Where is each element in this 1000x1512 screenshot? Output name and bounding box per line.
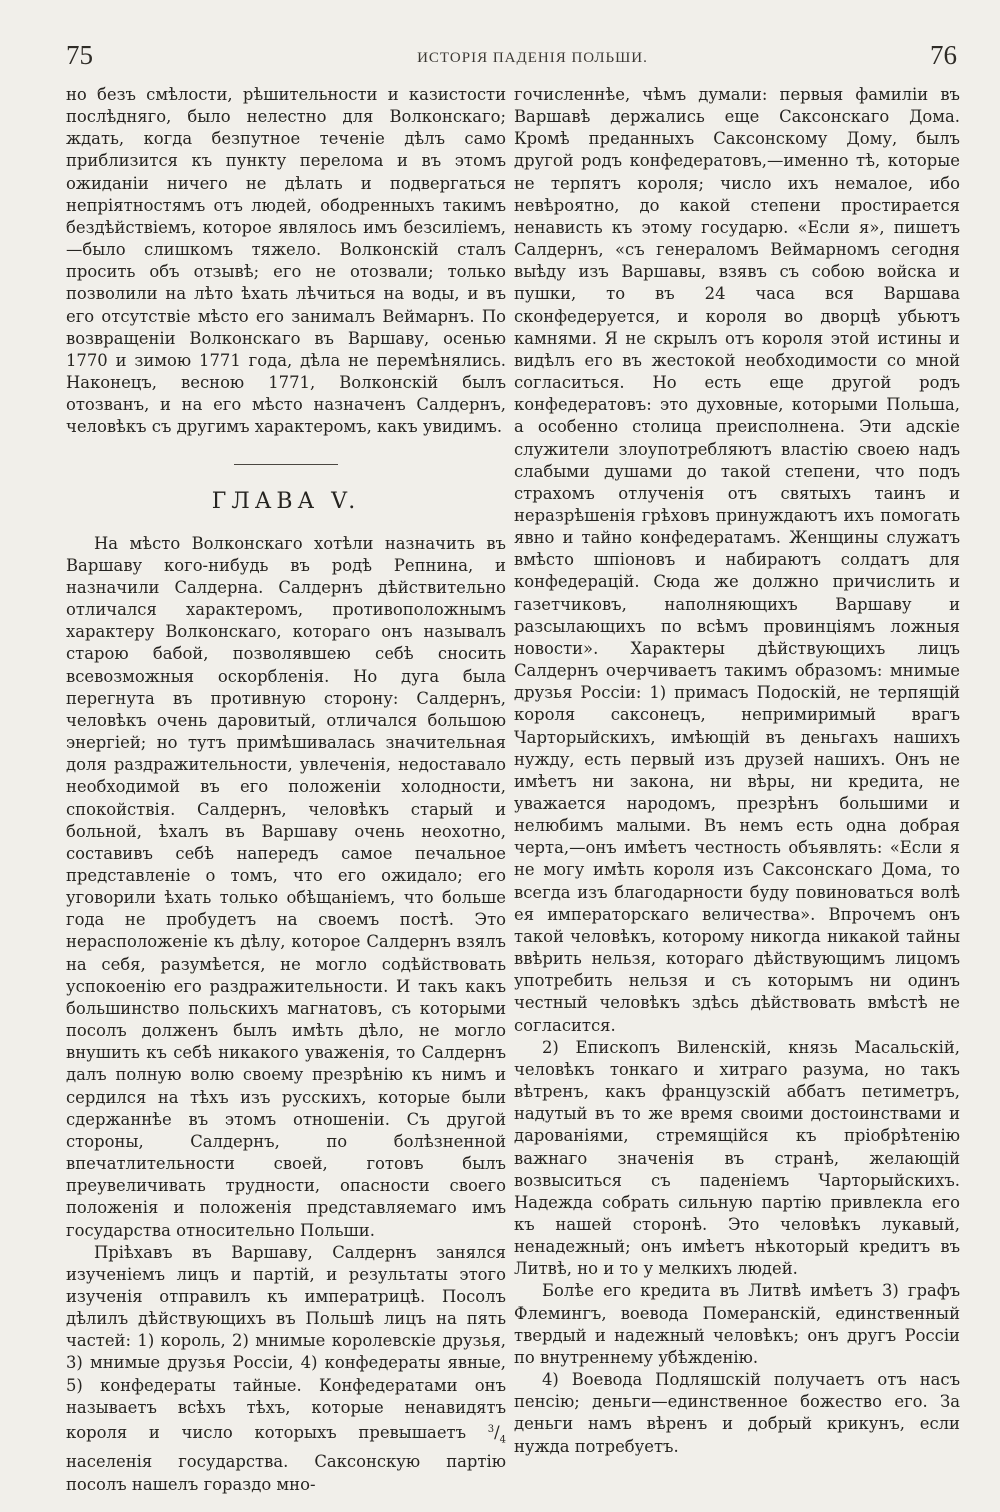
left-column [66,84,506,1496]
running-title: ИСТОРІЯ ПАДЕНІЯ ПОЛЬШИ. [417,50,648,66]
right-paragraph-1: гочисленнѣе, чѣмъ думали: первыя фамиліи въ Варшавѣ держались еще Саксонскаго Дома. Кромѣ преданныхъ Саксонскому Дому, былъ другой родъ конфедератовъ,—именно тѣ, которые не терпятъ короля; число ихъ немалое, ибо невѣроятно, до какой степени простирается ненависть къ этому государю. «Если я», пишетъ Салдернъ, «съ генераломъ Веймарномъ сегодня выѣду изъ Варшавы, взявъ съ собою войска и пушки, то въ 24 часа вся Варшава сконфедеруется, и короля во дворцѣ убьютъ камнями. Я не скрылъ отъ короля этой истины и видѣлъ его въ жестокой необходимости со мной согласиться. Но есть еще другой родъ конфедератовъ: это духовные, которыми Польша, а особенно столица преисполнена. Эти адскіе служители злоупотребляютъ властію своею надъ слабыми душами до такой степени, что подъ страхомъ отлученія отъ святыхъ таинъ и неразрѣшенія грѣховъ принуждаютъ ихъ помогать явно и тайно конфедератамъ. Женщины служатъ вмѣсто шпіоновъ и набираютъ солдатъ для конфедерацій. Сюда же должно причислить и газетчиковъ, наполняющихъ Варшаву и разсылающихъ по всѣмъ провинціямъ ложныя новости». Характеры дѣйствующихъ лицъ Салдернъ очерчиваетъ такимъ образомъ: мнимые друзья Россіи: 1) примасъ Подоскій, не терпящій короля саксонецъ, непримиримый врагъ Чарторыйскихъ, имѣющій въ деньгахъ нашихъ нужду, есть первый изъ друзей нашихъ. Онъ не имѣетъ ни закона, ни вѣры, ни кредита, не уважается народомъ, презрѣнъ большими и нелюбимъ малыми. Въ немъ есть одна добрая черта,—онъ имѣетъ честность объявлять: «Если я не могу имѣть короля изъ Саксонскаго Дома, то всегда изъ благодарности буду повиноваться волѣ ея императорскаго величества». Впрочемъ онъ такой человѣкъ, которому никогда никакой тайны ввѣрить нельзя, котораго дѣйствующимъ лицомъ употребить нельзя и съ которымъ ни одинъ честный человѣкъ здѣсь дѣйствовать вмѣстѣ не согласится. [514,85,960,1035]
chapter-title: ГЛАВА V. [211,488,361,514]
right-paragraph-3: Болѣе его кредита въ Литвѣ имѣетъ 3) графъ Флемингъ, воевода Померанскій, единственный твердый и надежный человѣкъ; онъ другъ Россіи по внутреннему убѣжденію. [514,1281,960,1367]
left-paragraph-1: но безъ смѣлости, рѣшительности и казистости послѣдняго, было нелестно для Волконскаго; ждать, когда безпутное теченіе дѣлъ само приблизится къ пункту перелома и въ этомъ ожиданіи ничего не дѣлать и подвергаться непріятностямъ отъ людей, ободренныхъ такимъ бездѣйствіемъ, которое являлось имъ безсиліемъ,—было слишкомъ тяжело. Волконскій сталъ просить объ отзывѣ; его не отозвали; только позволили на лѣто ѣхать лѣчиться на воды, и въ его отсутствіе мѣсто его занималъ Веймарнъ. По возвращеніи Волконскаго въ Варшаву, осенью 1770 и зимою 1771 года, дѣла не перемѣнялись. Наконецъ, весною 1771, Волконскій былъ отозванъ, и на его мѣсто назначенъ Салдернъ, человѣкъ съ другимъ характеромъ, какъ увидимъ. [66,85,506,437]
left-paragraph-3-end: населенія государства. Саксонскую партію посолъ нашелъ гораздо мно- [66,1452,506,1494]
left-paragraph-3: Пріѣхавъ въ Варшаву, Салдернъ занялся изученіемъ лицъ и партій, и результаты этого изученія отправилъ къ императрицѣ. Посолъ дѣлилъ дѣйствующихъ въ Польшѣ лицъ на пять частей: 1) король, 2) мнимые королевскіе друзья, 3) мнимые друзья Россіи, 4) конфедераты явные, 5) конфедераты тайные. Конфедератами онъ называетъ всѣхъ тѣхъ, которые ненавидятъ короля и число которыхъ превышаетъ $^3/_4$ населенія государства. Саксонскую партію посолъ нашелъ гораздо мно- [66,1242,506,1494]
right-paragraph-2: 2) Епископъ Виленскій, князь Масальскій, человѣкъ тонкаго и хитраго разума, но такъ вѣтренъ, какъ французскій аббатъ петиметръ, надутый въ то же время своими достоинствами и дарованіями, стремящійся къ пріобрѣтенію важнаго значенія въ странѣ, желающій возвыситься съ паденіемъ Чарторыйскихъ. Надежда собрать сильную партію привлекла его къ нашей сторонѣ. Это человѣкъ лукавый, ненадежный; онъ имѣетъ нѣкоторый кредитъ въ Литвѣ, но и то у мелкихъ людей. [514,1037,960,1279]
left-paragraph-2: На мѣсто Волконскаго хотѣли назначить въ Варшаву кого-нибудь въ родѣ Репнина, и назначили Салдерна. Салдернъ дѣйствительно отличался характеромъ, противоположнымъ характеру Волконскаго, котораго онъ называлъ старою бабой, позволявшею себѣ сносить всевозможныя оскорбленія. Но дуга была перегнута въ противную сторону: Салдернъ, человѣкъ очень даровитый, отличался большою энергіей; но тутъ примѣшивалась значительная доля раздражительности, увлеченія, недоставало необходимой въ его положеніи холодности, спокойствія. Салдернъ, человѣкъ старый и больной, ѣхалъ въ Варшаву очень неохотно, составивъ себѣ напередъ самое печальное представленіе о томъ, что его ожидало; его уговорили ѣхать только обѣщаніемъ, что больше года не пробудетъ на своемъ постѣ. Это нерасположеніе къ дѣлу, которое Салдернъ взялъ на себя, разумѣется, не могло содѣйствовать успокоенію его раздражительности. И такъ какъ большинство польскихъ магнатовъ, съ которыми посолъ долженъ былъ имѣть дѣло, не могло внушить къ себѣ никакого уваженія, то Салдернъ далъ полную волю своему презрѣнію къ нимъ и сердился на тѣхъ изъ русскихъ, которые были сдержаннѣе въ этомъ отношеніи. Съ другой стороны, Салдернъ, по болѣзненной впечатлительности своей, готовъ былъ преувеличивать трудности, опасности своего положенія и положенія представляемаго имъ государства относительно Польши. [66,533,506,1240]
left-paragraph-3-start: Пріѣхавъ въ Варшаву, Салдернъ занялся изученіемъ лицъ и партій, и результаты этого изученія отправилъ къ императрицѣ. Посолъ дѣлилъ дѣйствующихъ въ Польшѣ лицъ на пять частей: 1) король, 2) мнимые королевскіе друзья, 3) мнимые друзья Россіи, 4) конфедераты явные, 5) конфедераты тайные. Конфедератами онъ называетъ всѣхъ тѣхъ, которые ненавидятъ короля и число которыхъ превышаетъ [66,1242,506,1442]
right-column [514,84,960,1458]
page-number-left: 75 [66,40,93,70]
right-paragraph-4: 4) Воевода Подляшскій получаетъ отъ насъ пенсію; деньги—единственное божество его. За деньги намъ вѣренъ и добрый крикунъ, если нужда потребуетъ. [514,1370,960,1456]
page-number-right: 76 [930,40,957,70]
fraction-numerator: 3 [487,1423,495,1435]
fraction-denominator: 4 [499,1434,506,1446]
section-divider [234,464,338,465]
